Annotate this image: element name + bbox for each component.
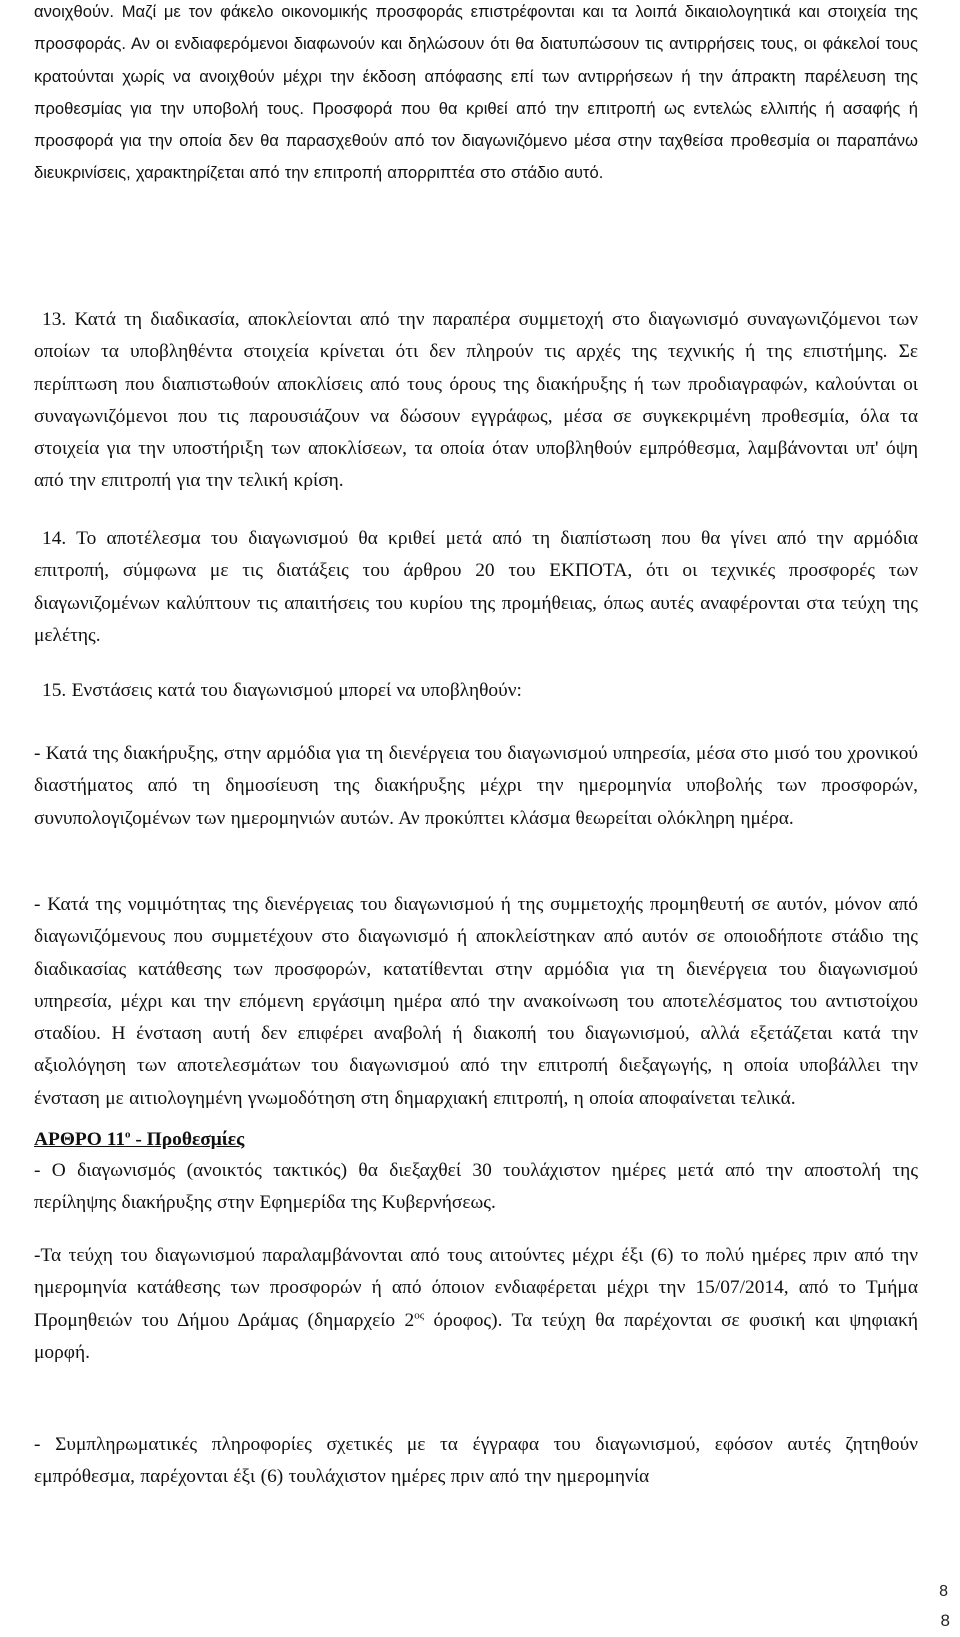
item-14-paragraph: 14. Το αποτέλεσμα του διαγωνισμού θα κριθεί μετά από τη διαπίστωση που θα γίνει από την αρμόδια επιτροπή, σύμφωνα με τις διατάξεις του άρθρου 20 του ΕΚΠΟΤΑ, ότι οι τεχνικές προσφορές των διαγωνιζομένων καλύπτουν τις απαιτήσεις του κυρίου της προμήθειας, όπως αυτές αναφέρονται στα τεύχη της μελέτης. [34, 528, 918, 646]
deadline-documents-part1: -Τα τεύχη του διαγωνισμού παραλαμβάνονται από τους αιτούντες μέχρι έξι (6) το πολύ ημέρες πριν από την ημερομηνία κατάθεσης των προσφορών ή από όποιον ενδιαφέρεται μέχρι την 15/07/2014, από το Τμήμα Προμηθειών του Δήμου Δράμας (δημαρχείο 2 [34, 1245, 918, 1331]
objection-declaration-paragraph: - Κατά της διακήρυξης, στην αρμόδια για τη διενέργεια του διαγωνισμού υπηρεσία, μέσα στο μισό του χρονικού διαστήματος από τη δημοσίευση της διακήρυξης μέχρι την ημερομηνία υποβολής των προσφορών, συνυπολογιζομένων των ημερομηνιών αυτών. Αν προκύπτει κλάσμα θεωρείται ολόκληρη ημέρα. [34, 743, 918, 829]
deadline-supplementary-paragraph: - Συμπληρωματικές πληροφορίες σχετικές με τα έγγραφα του διαγωνισμού, εφόσον αυτές ζητηθούν εμπρόθεσμα, παρέχονται έξι (6) τουλάχιστον ημέρες πριν από την ημερομηνία [34, 1434, 918, 1488]
article-11-heading-suffix: - Προθεσμίες [130, 1129, 245, 1150]
item-15-paragraph: 15. Ενστάσεις κατά του διαγωνισμού μπορεί να υποβληθούν: [42, 680, 522, 701]
objection-legality-paragraph: - Κατά της νομιμότητας της διενέργειας του διαγωνισμού ή της συμμετοχής προμηθευτή σε αυτόν, μόνον από διαγωνιζόμενους που συμμετέχουν στο διαγωνισμό ή αποκλείστηκαν από αυτόν σε οποιοδήποτε στάδιο της διαδικασίας κατάθεσης των προσφορών, κατατίθενται στην αρμόδια για τη διενέργεια του διαγωνισμού υπηρεσία, μέχρι και την επόμενη εργάσιμη ημέρα από την ανακοίνωση του αποτελέσματος του αντιστοίχου σταδίου. Η ένσταση αυτή δεν επιφέρει αναβολή ή διακοπή του διαγωνισμού, αλλά εξετάζεται κατά την αξιολόγηση των αποτελεσμάτων του διαγωνισμού από την επιτροπή διεξαγωγής, η οποία υποβάλλει την ένσταση με αιτιολογημένη γνωμοδότηση στη δημαρχιακή επιτροπή, η οποία αποφαίνεται τελικά. [34, 894, 918, 1109]
paragraph-continuation: ανοιχθούν. Μαζί με τον φάκελο οικονομικής προσφοράς επιστρέφονται και τα λοιπά δικαιολογητικά και στοιχεία της προσφοράς. Αν οι ενδιαφερόμενοι διαφωνούν και δηλώσουν ότι θα διατυπώσουν τις αντιρρήσεις τους, οι φάκελοί τους κρατούνται χωρίς να ανοιχθούν μέχρι την έκδοση απόφασης επί των αντιρρήσεων ή την άπρακτη παρέλευση της προθεσμίας για την υποβολή τους. Προσφορά που θα κριθεί από την επιτροπή ως εντελώς ελλιπής ή ασαφής ή προσφορά για την οποία δεν θα παρασχεθούν από τον διαγωνιζόμενο μέσα στην ταχθείσα προθεσμία οι παραπάνω διευκρινίσεις, χαρακτηρίζεται από την επιτροπή απορριπτέα στο στάδιο αυτό. [34, 2, 918, 183]
article-11-heading-prefix: ΑΡΘΡΟ 11 [34, 1129, 126, 1150]
deadline-documents-sup: ος [414, 1309, 425, 1322]
page-number-bottom: 8 [940, 1611, 950, 1630]
deadline-documents-part2: όροφος). Τα τεύχη θα παρέχονται σε φυσική και ψηφιακή μορφή. [34, 1309, 918, 1363]
article-11-heading-sup: ο [125, 1128, 131, 1141]
article-11-heading [34, 1124, 244, 1156]
page-number-top: 8 [939, 1583, 948, 1600]
deadline-documents-paragraph [34, 1240, 918, 1369]
deadline-contest-paragraph: - Ο διαγωνισμός (ανοικτός τακτικός) θα διεξαχθεί 30 τουλάχιστον ημέρες μετά από την αποστολή της περίληψης διακήρυξης στην Εφημερίδα της Κυβερνήσεως. [34, 1160, 918, 1214]
item-13-paragraph: 13. Κατά τη διαδικασία, αποκλείονται από την παραπέρα συμμετοχή στο διαγωνισμό συναγωνιζόμενοι των οποίων τα υποβληθέντα στοιχεία κρίνεται ότι δεν πληρούν τις αρχές της τεχνικής ή της επιστήμης. Σε περίπτωση που διαπιστωθούν αποκλίσεις από τους όρους της διακήρυξης ή των προδιαγραφών, καλούνται οι συναγωνιζόμενοι που τις παρουσιάζουν να δώσουν εγγράφως, μέσα σε συγκεκριμένη προθεσμία, όλα τα στοιχεία για την υποστήριξη των αποκλίσεων, τα οποία όταν υποβληθούν εμπρόθεσμα, λαμβάνονται υπ' όψη από την επιτροπή για την τελική κρίση. [34, 309, 918, 492]
